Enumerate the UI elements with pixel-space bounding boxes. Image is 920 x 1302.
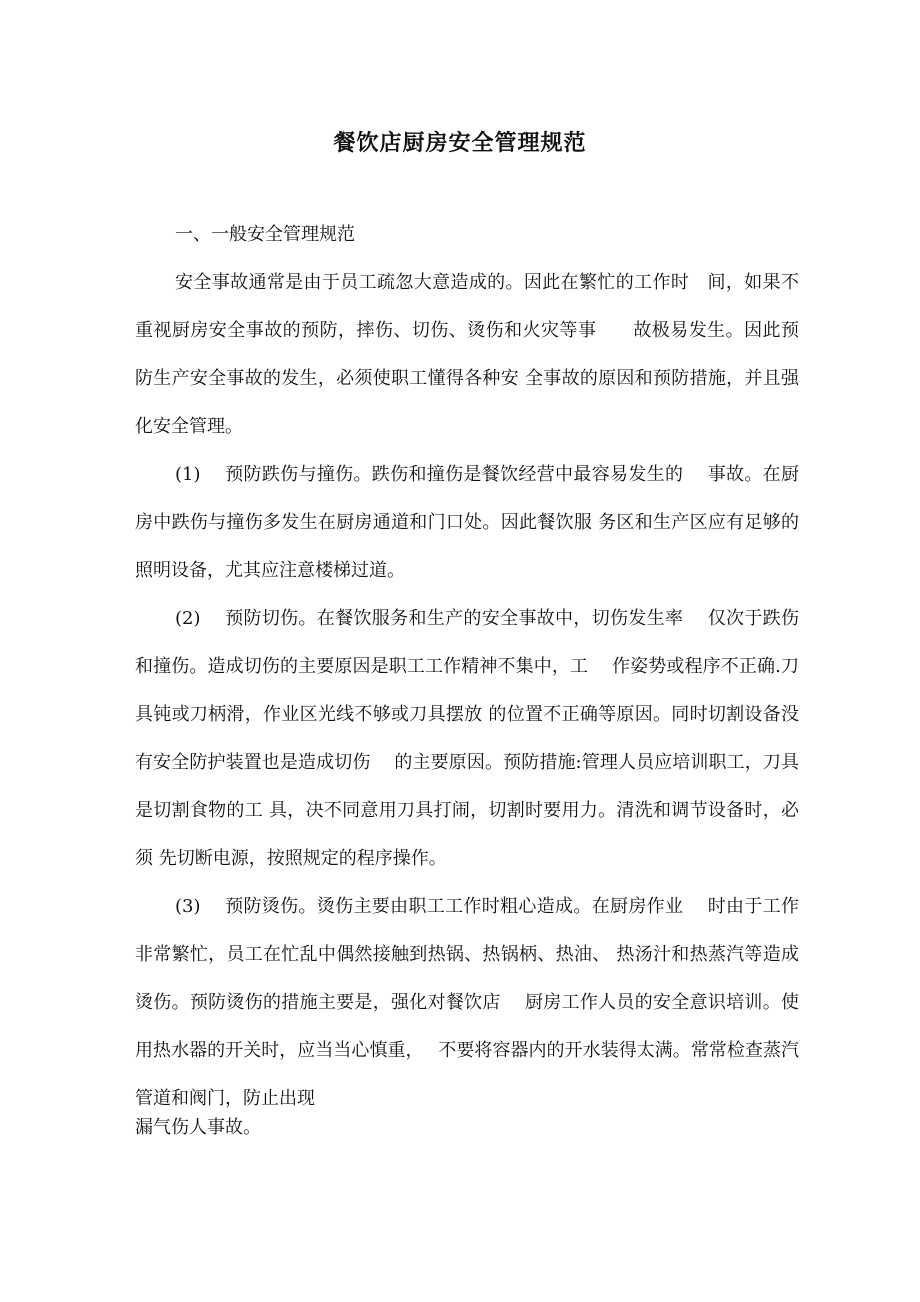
paragraph-fall-injury: (1) 预防跌伤与撞伤。跌伤和撞伤是餐饮经营中最容易发生的 事故。在厨房中跌伤与撞伤多发生在厨房通道和门口处。因此餐饮服 务区和生产区应有足够的照明设备，尤其应注意楼梯过道。: [135, 464, 799, 581]
document-title: 餐饮店厨房安全管理规范: [333, 131, 587, 156]
paragraph-cut-injury: (2) 预防切伤。在餐饮服务和生产的安全事故中，切伤发生率 仅次于跌伤和撞伤。造成切伤的主要原因是职工工作精神不集中，工 作姿势或程序不正确.刀具钝或刀柄滑，作业区光线不够或刀具摆放 的位置不正确等原因。同时切割设备没有安全防护装置也是造成切伤 的主要原因。预防措施:管理人员应培训职工，刀具是切割食物的工 具，决不同意用刀具打闹，切割时要用力。清洗和调节设备时，必须 先切断电源，按照规定的程序操作。: [135, 608, 799, 869]
paragraph-burn-injury: (3) 预防烫伤。烫伤主要由职工工作时粗心造成。在厨房作业 时由于工作非常繁忙，员工在忙乱中偶然接触到热锅、热锅柄、热油、 热汤汁和热蒸汽等造成烫伤。预防烫伤的措施主要是，强化对餐饮店 厨房工作人员的安全意识培训。使用热水器的开关时，应当当心慎重， 不要将容器内的开水装得太满。常常检查蒸汽管道和阀门，防止出现: [135, 896, 799, 1109]
paragraph-last-line: 漏气伤人事故。: [135, 1117, 261, 1138]
paragraph-intro: 安全事故通常是由于员工疏忽大意造成的。因此在繁忙的工作时 间，如果不重视厨房安全事故的预防，摔伤、切伤、烫伤和火灾等事 故极易发生。因此预防生产安全事故的发生，必须使职工懂得各种安 全事故的原因和预防措施，并且强化安全管理。: [135, 272, 799, 437]
section-heading: 一、一般安全管理规范: [175, 224, 355, 245]
